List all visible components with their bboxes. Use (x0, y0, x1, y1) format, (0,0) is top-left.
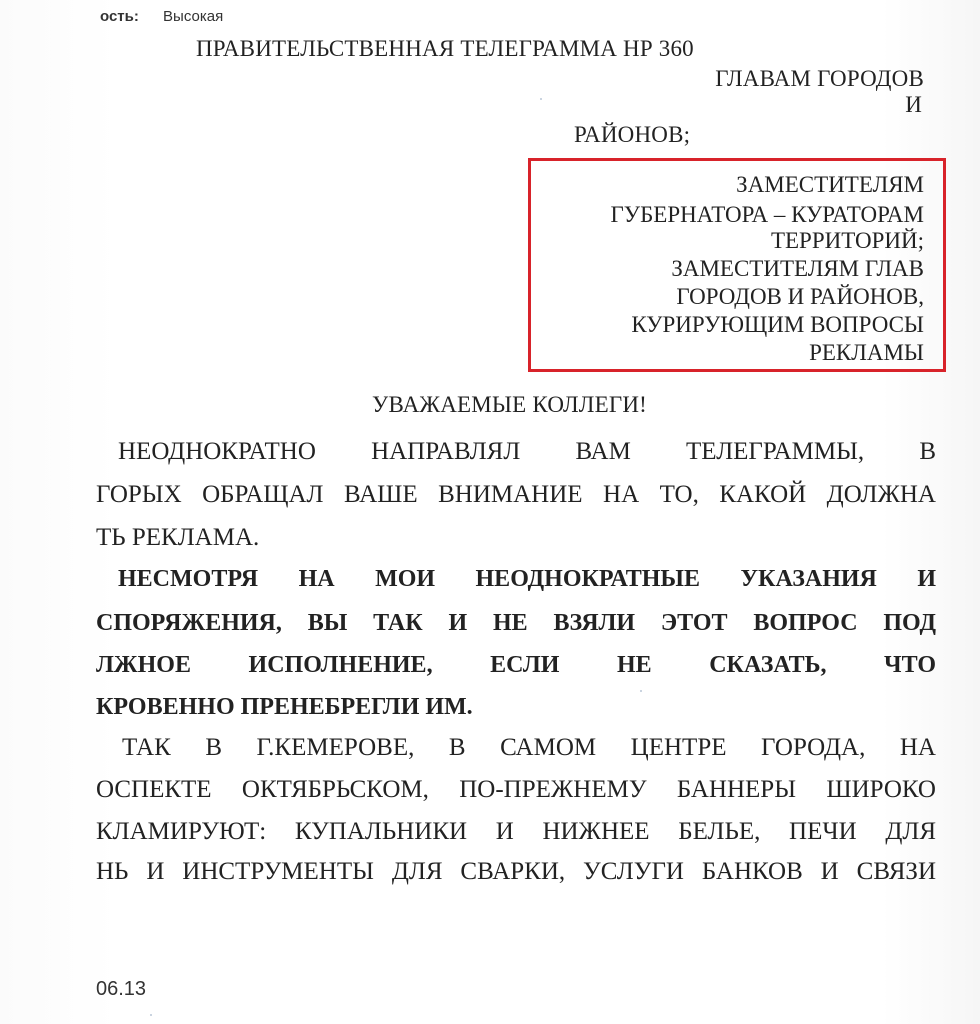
document-title: ПРАВИТЕЛЬСТВЕННАЯ ТЕЛЕГРАММА НР 360 (196, 36, 694, 61)
scan-speck (540, 98, 542, 100)
paragraph-line: ГОРЫХ ОБРАЩАЛ ВАШЕ ВНИМАНИЕ НА ТО, КАКОЙ ДОЛЖНА (96, 481, 936, 508)
paragraph-line: КЛАМИРУЮТ: КУПАЛЬНИКИ И НИЖНЕЕ БЕЛЬЕ, ПЕЧИ ДЛЯ (96, 818, 936, 845)
highlighted-addressee-line: ЗАМЕСТИТЕЛЯМ ГЛАВ (671, 256, 924, 281)
highlighted-addressee-line: КУРИРУЮЩИМ ВОПРОСЫ (631, 312, 924, 337)
scan-speck (640, 690, 642, 692)
paragraph-line: ОСПЕКТЕ ОКТЯБРЬСКОМ, ПО-ПРЕЖНЕМУ БАННЕРЫ ШИРОКО (96, 776, 936, 803)
addressee-line: ГЛАВАМ ГОРОДОВ (715, 66, 924, 91)
highlighted-addressee-line: ТЕРРИТОРИЙ; (770, 228, 924, 253)
addressee-line: РАЙОНОВ; (574, 122, 691, 147)
bold-paragraph-line: СПОРЯЖЕНИЯ, ВЫ ТАК И НЕ ВЗЯЛИ ЭТОТ ВОПРОС ПОД (96, 610, 936, 636)
bold-paragraph-line: ЛЖНОЕ ИСПОЛНЕНИЕ, ЕСЛИ НЕ СКАЗАТЬ, ЧТО (96, 652, 936, 678)
scan-speck (150, 1014, 152, 1016)
paragraph-line: НЬ И ИНСТРУМЕНТЫ ДЛЯ СВАРКИ, УСЛУГИ БАНКОВ И СВЯЗИ (96, 858, 936, 885)
highlighted-addressee-line: ЗАМЕСТИТЕЛЯМ (736, 172, 924, 197)
paragraph-line: НЕОДНОКРАТНО НАПРАВЛЯЛ ВАМ ТЕЛЕГРАММЫ, В (118, 438, 936, 465)
priority-value: Высокая (163, 8, 224, 25)
bold-paragraph-line: КРОВЕННО ПРЕНЕБРЕГЛИ ИМ. (96, 694, 473, 720)
greeting: УВАЖАЕМЫЕ КОЛЛЕГИ! (372, 392, 648, 417)
priority-label: ость: (100, 8, 139, 25)
paragraph-line: ТЬ РЕКЛАМА. (96, 524, 260, 551)
highlighted-addressee-line: ГУБЕРНАТОРА – КУРАТОРАМ (610, 202, 924, 227)
footer-date: 06.13 (96, 978, 147, 1000)
priority-field (100, 8, 223, 25)
bold-paragraph-line: НЕСМОТРЯ НА МОИ НЕОДНОКРАТНЫЕ УКАЗАНИЯ И (118, 566, 936, 592)
highlighted-addressee-line: ГОРОДОВ И РАЙОНОВ, (676, 284, 924, 309)
addressee-line: И (905, 92, 922, 117)
paragraph-line: ТАК В Г.КЕМЕРОВЕ, В САМОМ ЦЕНТРЕ ГОРОДА, НА (122, 734, 936, 761)
highlighted-addressee-line: РЕКЛАМЫ (809, 340, 924, 365)
